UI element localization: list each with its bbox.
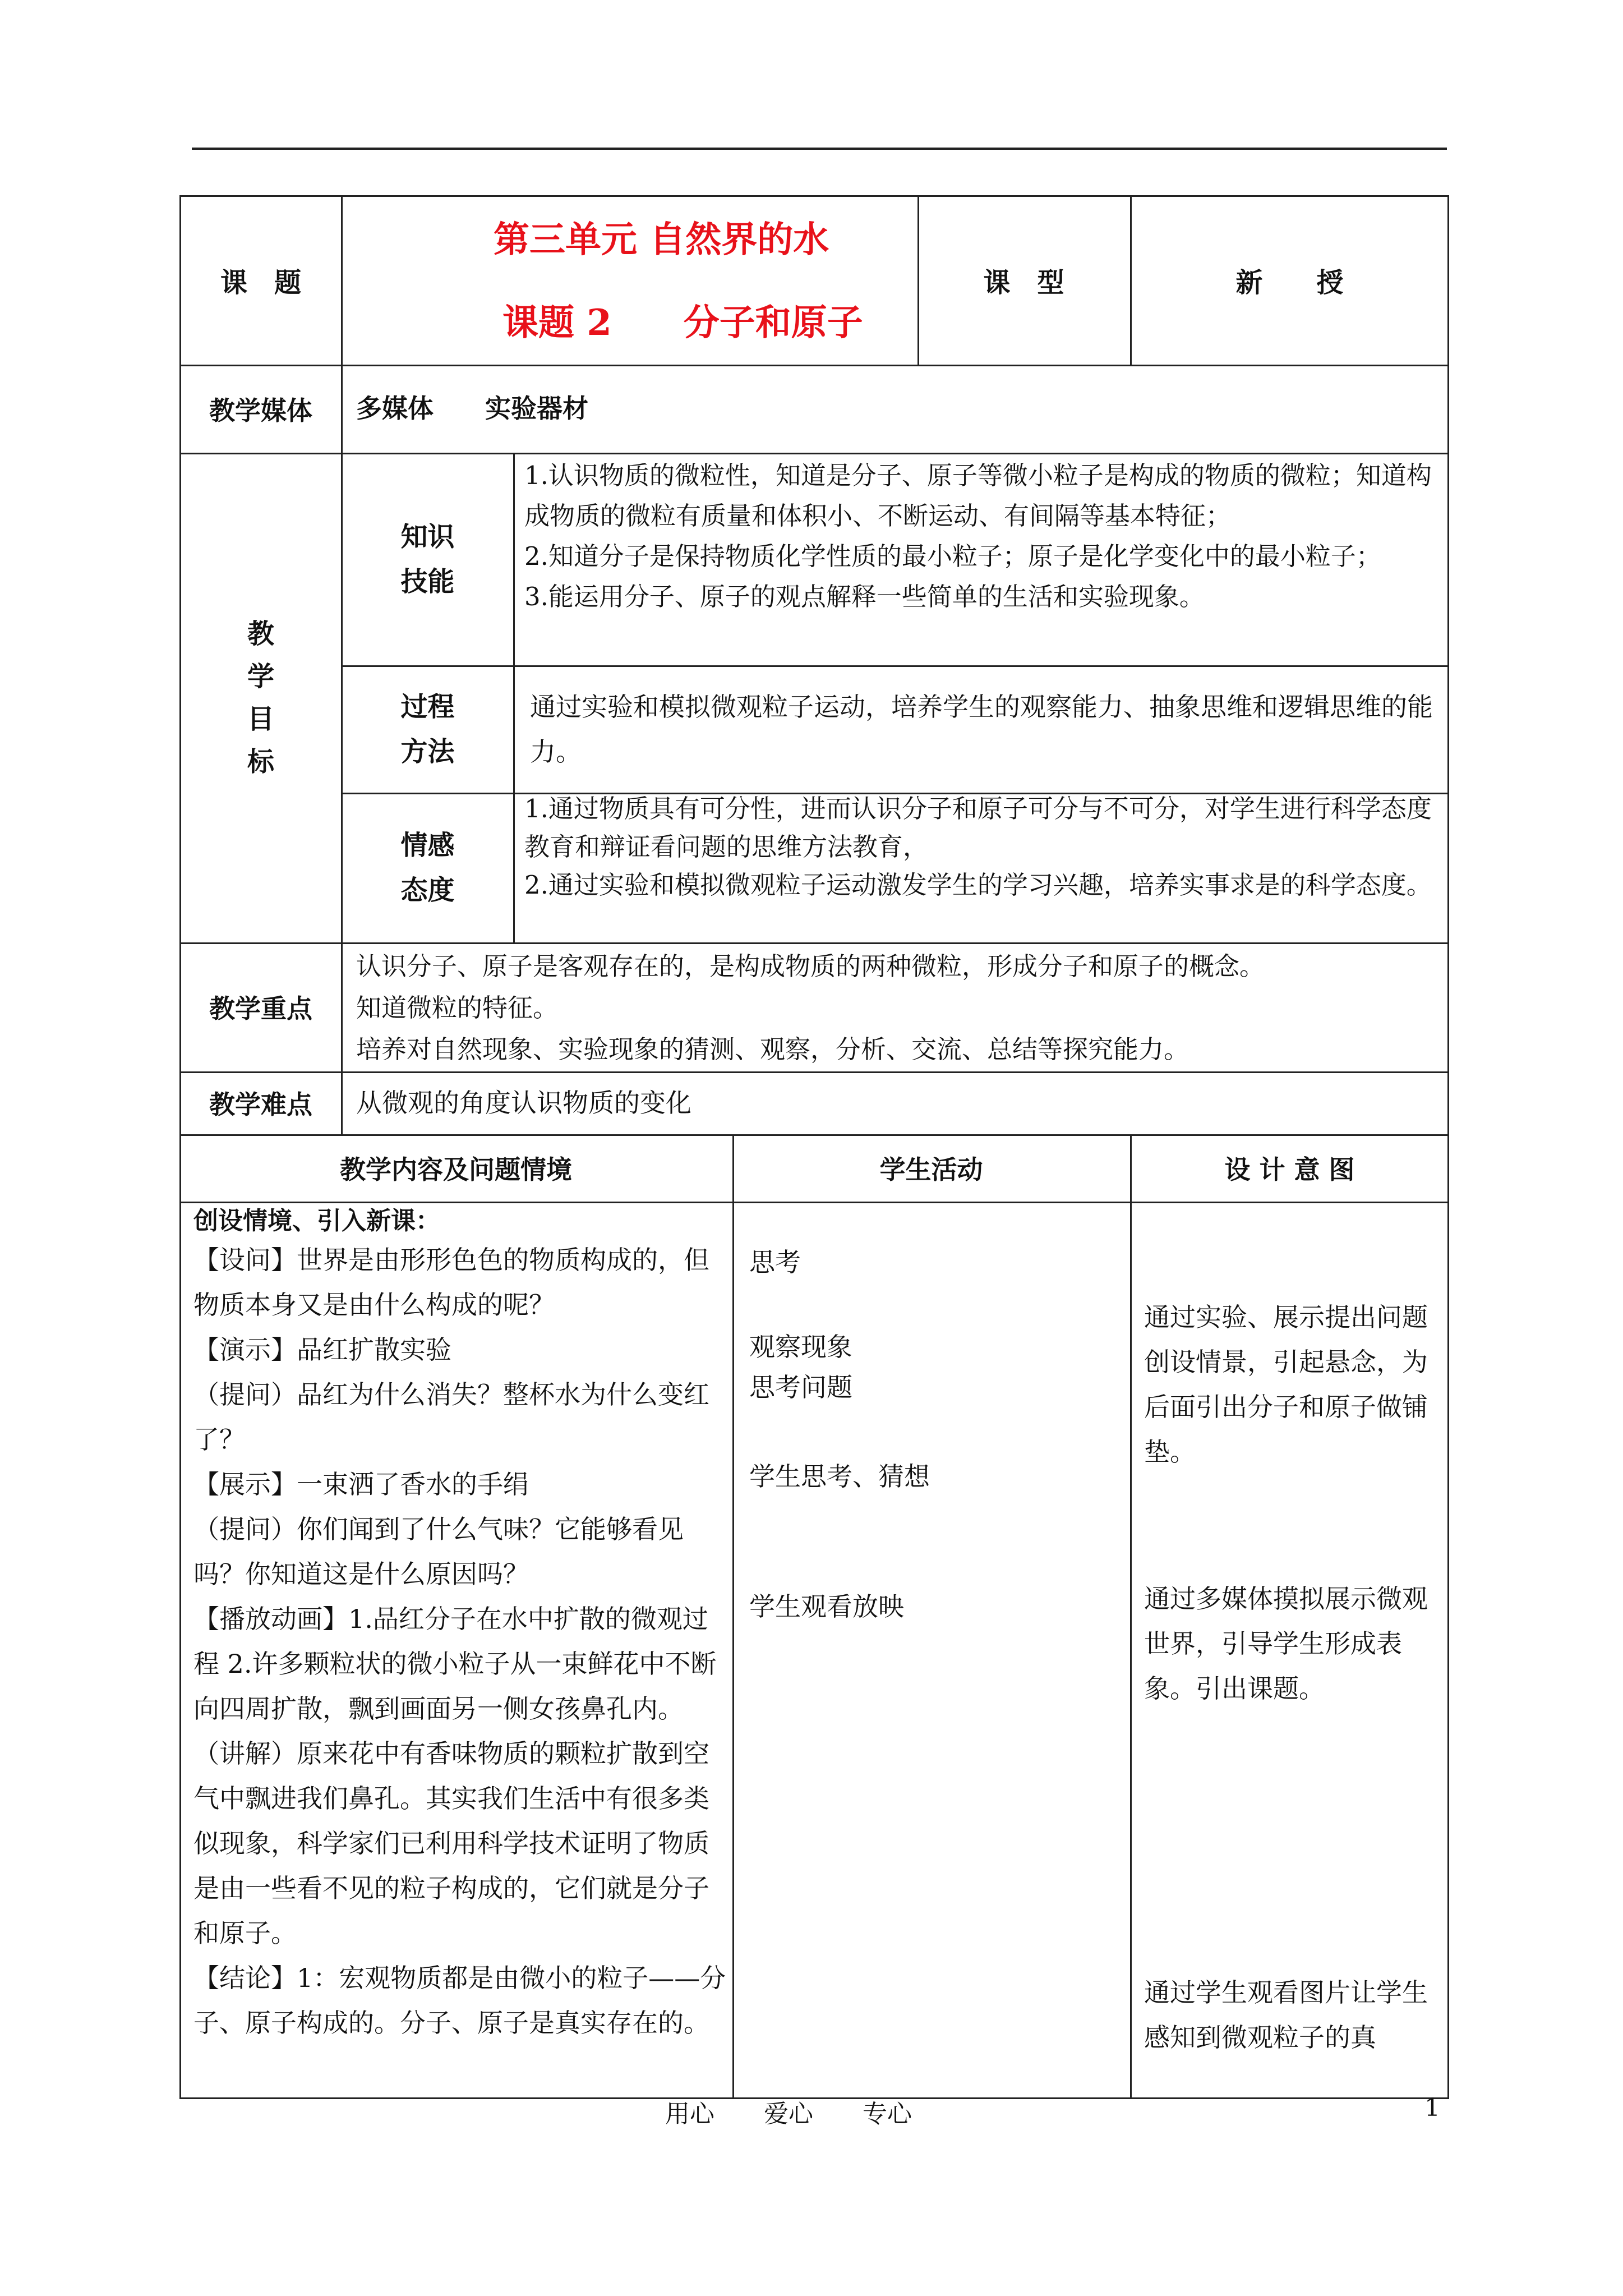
content-body: 【设问】世界是由形形色色的物质构成的，但物质本身又是由什么构成的呢？ 【演示】品红扩散实验 （提问）品红为什么消失？整杯水为什么变红了？ 【展示】一束洒了香水的手绢 （提问）你们闻到了什么气味？它能够看见吗？你知道这是什么原因吗？ 【播放动画】1.品红分子在水中扩散的微观过程 2.许多颗粒状的微小粒子从一束鲜花中不断向四周扩散，飘到画面另一侧女孩鼻孔内。 （讲解）原来花中有香味物质的颗粒扩散到空气中飘进我们鼻孔。其实我们生活中有很多类似现象，科学家们已利用科学技术证明了物质是由一些看不见的粒子构成的，它们就是分子和原子。 【结论】1：宏观物质都是由微小的粒子——分子、原子构成的。分子、原子是真实存在的。 (193, 1245, 726, 2038)
media-label: 教学媒体 (209, 395, 312, 426)
activity-item: 学生观看放映 (749, 1591, 904, 1622)
objective-sublabel: 知识 技能 (400, 521, 455, 597)
col-divider (1130, 1134, 1132, 2099)
column-header-activity: 学生活动 (879, 1154, 983, 1185)
content-heading: 创设情境、引入新课： (193, 1207, 440, 1235)
media-value: 多媒体 实验器材 (356, 393, 588, 424)
row-divider (179, 942, 1449, 944)
objective-text: 1.认识物质的微粒性，知道是分子、原子等微小粒子是构成的物质的微粒；知道构成物质的微粒有质量和体积小、不断运动、有间隔等基本特征； 2.知道分子是保持物质化学性质的最小粒子；原子是化学变化中的最小粒子； 3.能运用分子、原子的观点解释一些简单的生活和实验现象。 (524, 461, 1432, 611)
objective-sublabel: 情感 态度 (400, 829, 455, 906)
intent-item: 通过学生观看图片让学生感知到微观粒子的真 (1144, 1977, 1428, 2053)
key-points-label: 教学重点 (209, 993, 312, 1024)
key-points-text: 认识分子、原子是客观存在的，是构成物质的两种微粒，形成分子和原子的概念。 知道微粒的特征。 培养对自然现象、实验现象的猜测、观察，分析、交流、总结等探究能力。 (356, 951, 1265, 1064)
activity-item: 观察现象 思考问题 (749, 1332, 852, 1402)
lesson-type-value: 新 授 (1235, 266, 1344, 298)
lesson-title (342, 195, 917, 365)
lesson-subtitle: 课题 2 分子和原子 (502, 302, 863, 344)
col-divider (732, 1134, 734, 2099)
footer-motto: 用心 爱心 专心 (665, 2100, 912, 2128)
difficulty-text: 从微观的角度认识物质的变化 (356, 1088, 691, 1118)
topic-label: 课 题 (220, 266, 301, 298)
col-divider (513, 453, 515, 942)
objective-text: 通过实验和模拟微观粒子运动，培养学生的观察能力、抽象思维和逻辑思维的能力。 (530, 692, 1433, 767)
activity-item: 学生思考、猜想 (749, 1461, 930, 1492)
activity-item: 思考 (749, 1247, 801, 1277)
unit-title: 第三单元 自然界的水 (494, 219, 829, 261)
header-rule (192, 148, 1447, 150)
difficulty-label: 教学难点 (209, 1089, 312, 1120)
column-header-intent: 设 计 意 图 (1224, 1154, 1355, 1185)
intent-item: 通过多媒体摸拟展示微观世界，引导学生形成表象。引出课题。 (1144, 1584, 1428, 1704)
objective-sublabel: 过程 方法 (400, 691, 455, 767)
page-number: 1 (1424, 2093, 1440, 2122)
lesson-type-label: 课 型 (983, 266, 1064, 298)
column-header-content: 教学内容及问题情境 (340, 1154, 572, 1185)
row-divider (179, 1202, 1449, 1203)
objective-text: 1.通过物质具有可分性，进而认识分子和原子可分与不可分，对学生进行科学态度教育和辩证看问题的思维方法教育， 2.通过实验和模拟微观粒子运动激发学生的学习兴趣，培养实事求是的科学态度。 (524, 794, 1432, 900)
objectives-label: 教 学 目 标 (247, 618, 274, 777)
intent-item: 通过实验、展示提出问题创设情景，引起悬念，为后面引出分子和原子做铺垫。 (1144, 1302, 1428, 1467)
